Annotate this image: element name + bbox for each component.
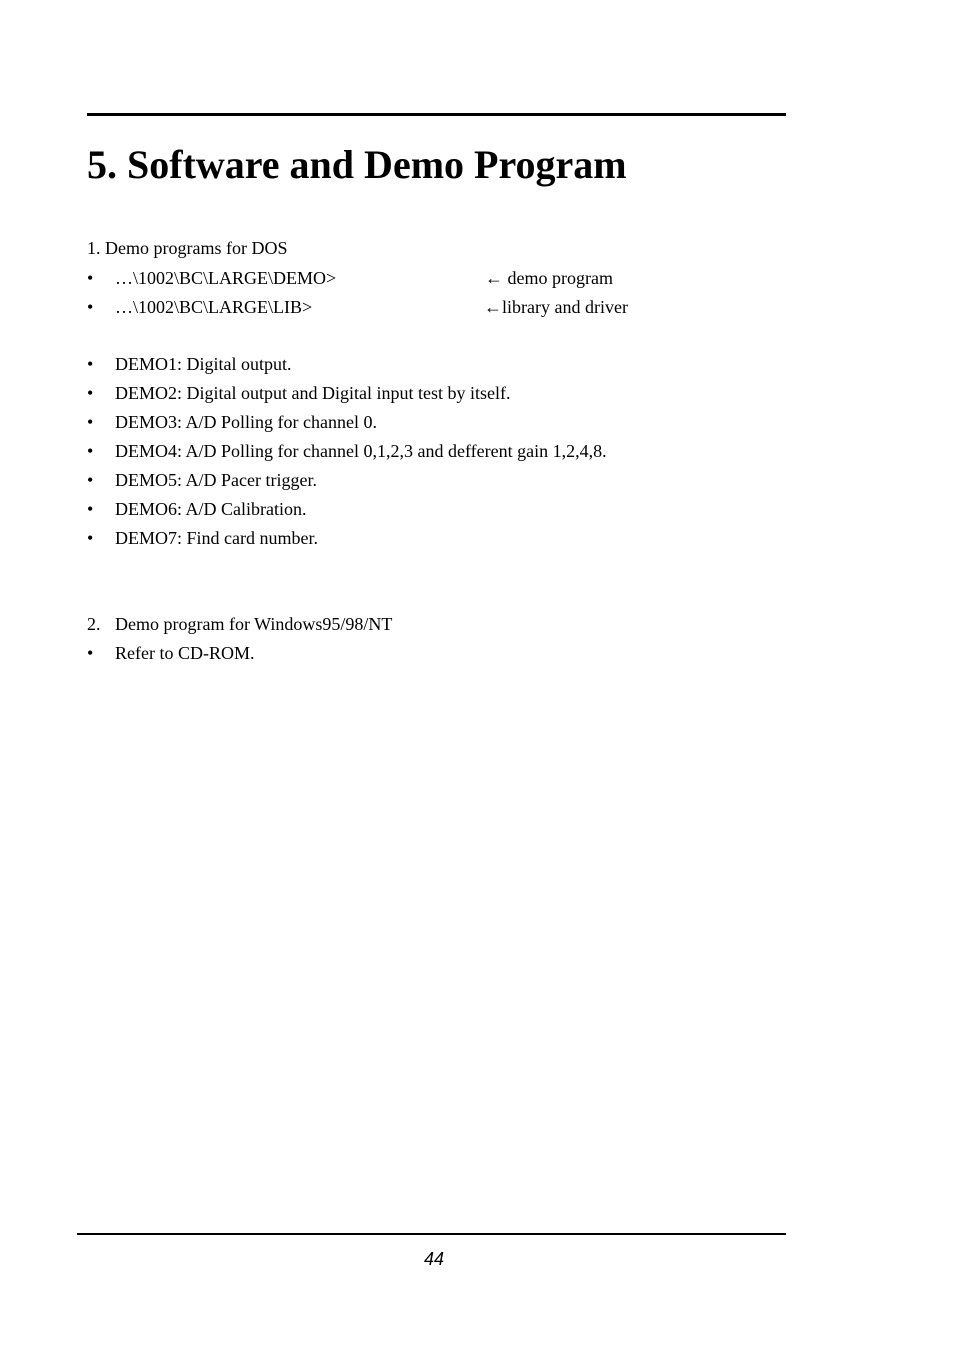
bullet-icon: •: [87, 354, 94, 374]
list-item-text: DEMO3: A/D Polling for channel 0.: [115, 412, 377, 432]
bullet-icon: •: [87, 470, 94, 490]
lib-path-text: …\1002\BC\LARGE\LIB>: [115, 297, 313, 317]
bullet-icon: •: [87, 441, 94, 461]
list-item-text: DEMO1: Digital output.: [115, 354, 292, 374]
demo-path-text: …\1002\BC\LARGE\DEMO>: [115, 268, 337, 288]
top-rule: [87, 113, 786, 116]
list-item-text: DEMO7: Find card number.: [115, 528, 318, 548]
bullet-icon: •: [87, 297, 94, 317]
bullet-icon: •: [87, 499, 94, 519]
bullet-icon: •: [87, 412, 94, 432]
bullet-icon: •: [87, 643, 94, 663]
bullet-icon: •: [87, 383, 94, 403]
list-item-text: Refer to CD-ROM.: [115, 643, 255, 663]
demo-path-note: ← demo program: [485, 268, 613, 288]
bullet-icon: •: [87, 528, 94, 548]
dos-section-heading: 1. Demo programs for DOS: [87, 238, 288, 258]
list-item-text: DEMO2: Digital output and Digital input test by itself.: [115, 383, 511, 403]
section-number: 2.: [87, 614, 101, 634]
list-item-text: DEMO5: A/D Pacer trigger.: [115, 470, 317, 490]
lib-path-note: ←library and driver: [484, 297, 628, 317]
list-item-text: DEMO6: A/D Calibration.: [115, 499, 307, 519]
bottom-rule: [77, 1233, 786, 1235]
chapter-title: 5. Software and Demo Program: [87, 142, 627, 187]
bullet-icon: •: [87, 268, 94, 288]
page-number: 44: [423, 1249, 445, 1269]
section-heading-text: Demo program for Windows95/98/NT: [115, 614, 393, 634]
list-item-text: DEMO4: A/D Polling for channel 0,1,2,3 and defferent gain 1,2,4,8.: [115, 441, 607, 461]
